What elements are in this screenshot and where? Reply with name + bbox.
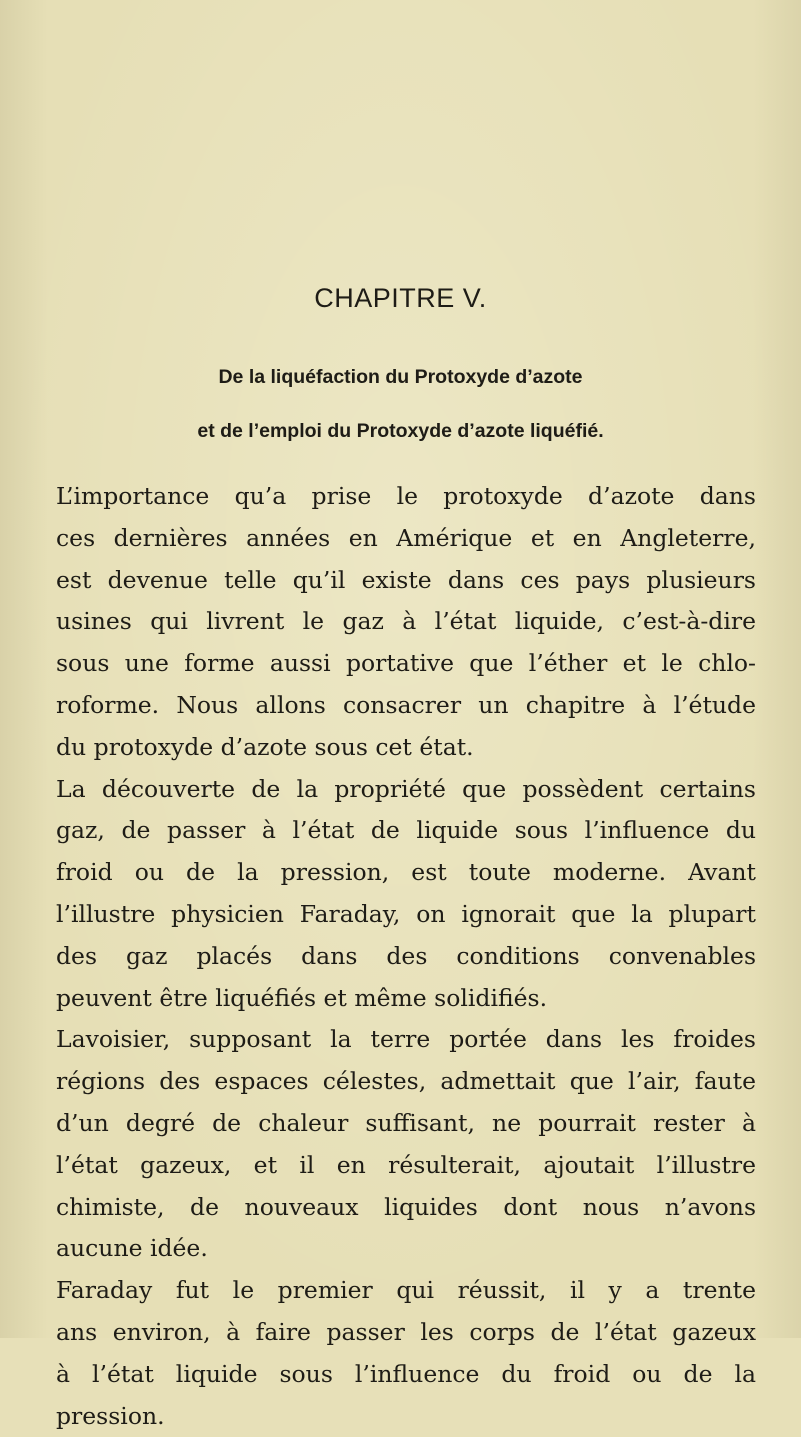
- text-line: à l’état liquide sous l’influence du froid ou de la: [56, 1359, 756, 1388]
- text-line: peuvent être liquéfiés et même solidifiés.: [56, 983, 548, 1012]
- text-line: Lavoisier, supposant la terre portée dans les froides: [56, 1025, 756, 1054]
- body-text: [56, 476, 756, 1437]
- text-line: ans environ, à faire passer les corps de l’état gazeux: [56, 1317, 756, 1346]
- text-line: aucune idée.: [56, 1234, 208, 1263]
- text-line: chimiste, de nouveaux liquides dont nous n’avons: [56, 1192, 756, 1221]
- text-line: régions des espaces célestes, admettait que l’air, faute: [56, 1067, 756, 1096]
- chapter-subtitle-line-2: et de l’emploi du Protoxyde d’azote liquéfié.: [197, 420, 604, 442]
- text-line: froid ou de la pression, est toute moderne. Avant: [56, 858, 756, 887]
- text-line: l’illustre physicien Faraday, on ignorait que la plupart: [56, 899, 756, 928]
- text-line: gaz, de passer à l’état de liquide sous l’influence du: [56, 816, 756, 845]
- text-line: L’importance qu’a prise le protoxyde d’azote dans: [56, 482, 756, 510]
- text-line: du protoxyde d’azote sous cet état.: [56, 732, 474, 761]
- chapter-heading: CHAPITRE V.: [314, 283, 487, 313]
- chapter-subtitle-line-1: De la liquéfaction du Protoxyde d’azote: [218, 366, 583, 388]
- text-line: l’état gazeux, et il en résulterait, ajoutait l’illustre: [56, 1150, 756, 1179]
- text-line: des gaz placés dans des conditions convenables: [56, 941, 756, 970]
- text-line: d’un degré de chaleur suffisant, ne pourrait rester à: [56, 1108, 756, 1137]
- text-line: pression.: [56, 1401, 165, 1430]
- text-line: roforme. Nous allons consacrer un chapitre à l’étude: [56, 690, 756, 719]
- text-line: Faraday fut le premier qui réussit, il y a trente: [56, 1276, 756, 1305]
- text-line: sous une forme aussi portative que l’éther et le chlo-: [56, 649, 756, 678]
- text-line: La découverte de la propriété que possèdent certains: [56, 774, 756, 803]
- text-line: est devenue telle qu’il existe dans ces pays plusieurs: [56, 565, 756, 594]
- text-line: usines qui livrent le gaz à l’état liquide, c’est-à-dire: [56, 607, 756, 636]
- text-line: ces dernières années en Amérique et en Angleterre,: [56, 523, 756, 552]
